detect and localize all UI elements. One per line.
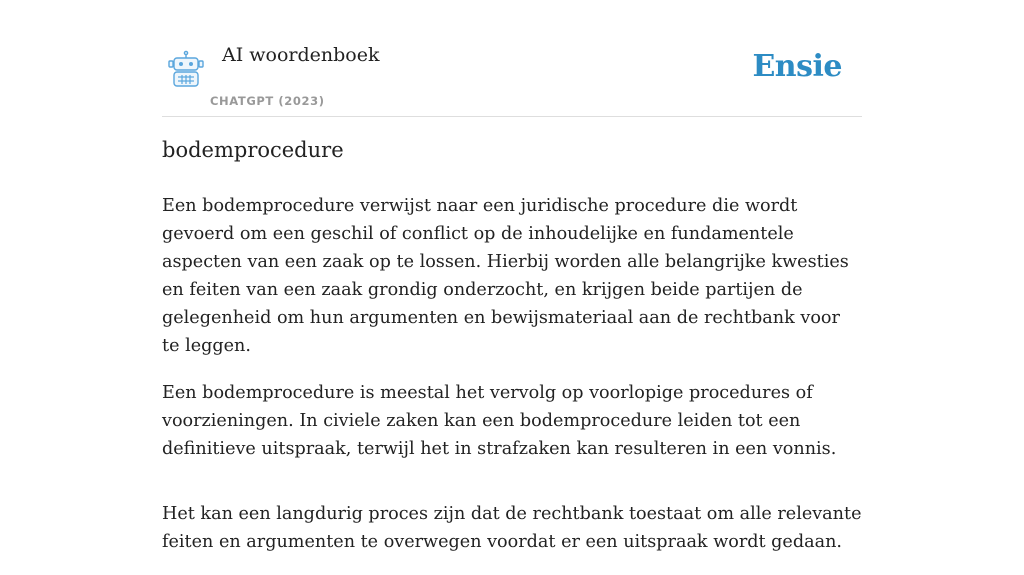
source-label: CHATGPT (2023) <box>210 94 325 108</box>
header <box>162 0 862 117</box>
entry-paragraph: Een bodemprocedure is meestal het vervolg op voorlopige procedures of voorzieningen. In civiele zaken kan een bodemprocedure leiden tot een definitieve uitspraak, terwijl het in strafzaken kan resulteren in een vonnis. <box>162 383 837 459</box>
entry-term: bodemprocedure <box>162 138 344 162</box>
entry-paragraph: Het kan een langdurig proces zijn dat de rechtbank toestaat om alle relevante feiten en argumenten te overwegen voordat er een uitspraak wordt gedaan. <box>162 504 862 552</box>
entry-paragraph: Een bodemprocedure verwijst naar een juridische procedure die wordt gevoerd om een geschil of conflict op de inhoudelijke en fundamentele aspecten van een zaak op te lossen. Hierbij worden alle belangrijke kwesties en feiten van een zaak grondig onderzocht, en krijgen beide partijen de gelegenheid om hun argumenten en bewijsmateriaal aan de rechtbank voor te leggen. <box>162 196 849 356</box>
brand-logo-link[interactable]: Ensie <box>752 49 842 84</box>
site-title-link[interactable]: AI woordenboek <box>222 44 380 66</box>
entry-body <box>162 192 862 575</box>
robot-icon <box>166 50 206 90</box>
